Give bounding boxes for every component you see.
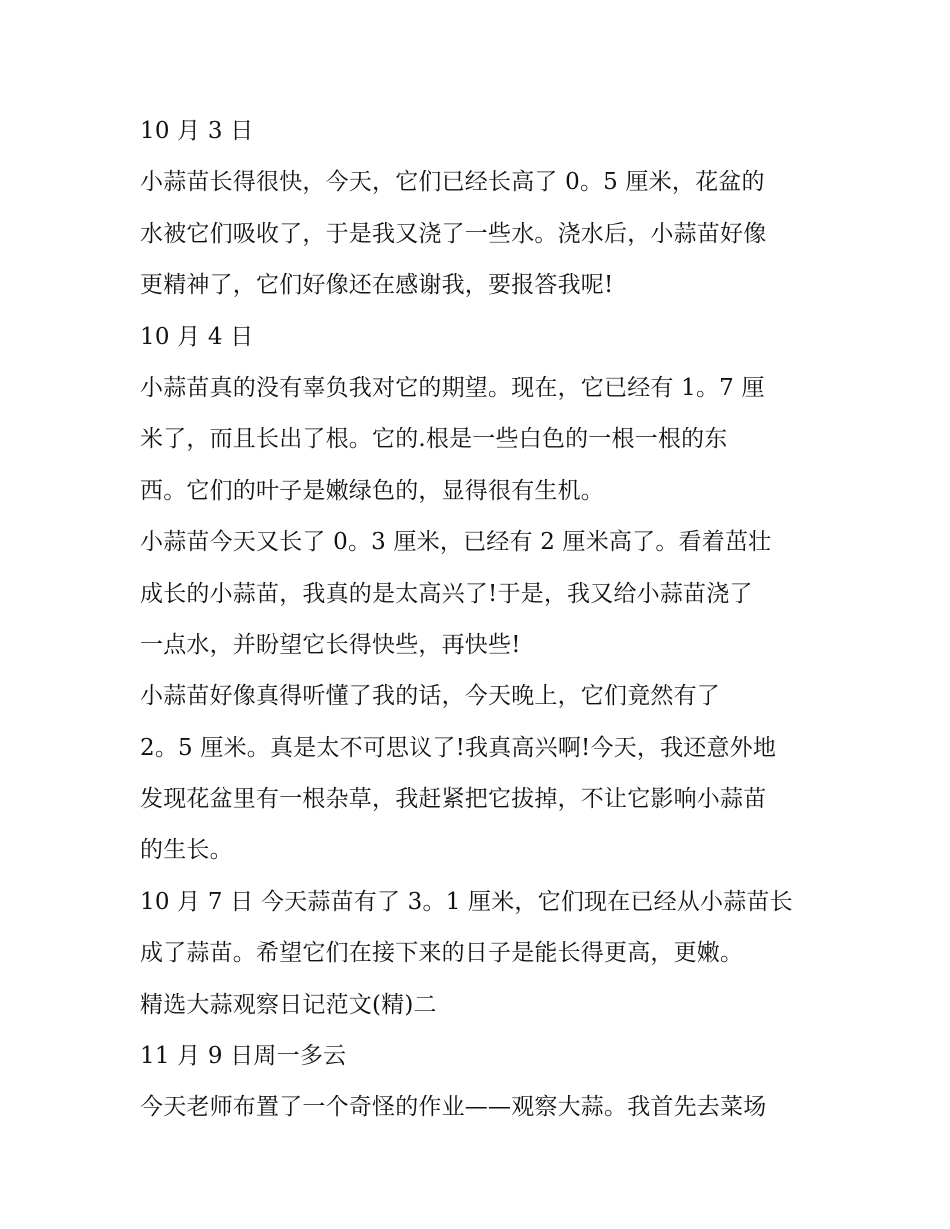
date-heading-oct-4: 10 月 4 日 [140,323,254,350]
paragraph-line: 成了蒜苗。希望它们在接下来的日子是能长得更高，更嫩。 [140,940,744,967]
section-title: 精选大蒜观察日记范文(精)二 [140,991,437,1018]
paragraph-line: 米了，而且长出了根。它的.根是一些白色的一根一根的东 [140,426,728,453]
date-heading-nov-9: 11 月 9 日周一多云 [140,1043,347,1070]
paragraph-line: 小蒜苗好像真得听懂了我的话，今天晚上，它们竟然有了 [140,683,720,710]
paragraph-line: 成长的小蒜苗，我真的是太高兴了!于是，我又给小蒜苗浇了 [140,580,753,607]
paragraph-line: 今天老师布置了一个奇怪的作业——观察大蒜。我首先去菜场 [140,1094,767,1121]
date-heading-oct-3: 10 月 3 日 [140,118,254,144]
paragraph-line-oct-7: 10 月 7 日 今天蒜苗有了 3。1 厘米，它们现在已经从小蒜苗长 [140,888,793,915]
paragraph-line: 发现花盆里有一根杂草，我赶紧把它拔掉，不让它影响小蒜苗 [140,786,767,813]
document-page [140,106,820,1134]
paragraph-line: 更精神了，它们好像还在感谢我，要报答我呢! [140,272,614,299]
paragraph-line: 小蒜苗真的没有辜负我对它的期望。现在，它已经有 1。7 厘 [140,374,765,401]
paragraph-line: 一点水，并盼望它长得快些，再快些! [140,631,521,658]
paragraph-line: 西。它们的叶子是嫩绿色的，显得很有生机。 [140,477,604,504]
paragraph-line: 的生长。 [140,837,233,864]
paragraph-line: 小蒜苗今天又长了 0。3 厘米，已经有 2 厘米高了。看着茁壮 [140,529,772,556]
paragraph-line: 2。5 厘米。真是太不可思议了!我真高兴啊!今天，我还意外地 [140,734,777,761]
paragraph-line: 小蒜苗长得很快，今天，它们已经长高了 0。5 厘米，花盆的 [140,169,765,196]
paragraph-line: 水被它们吸收了，于是我又浇了一些水。浇水后，小蒜苗好像 [140,220,767,247]
